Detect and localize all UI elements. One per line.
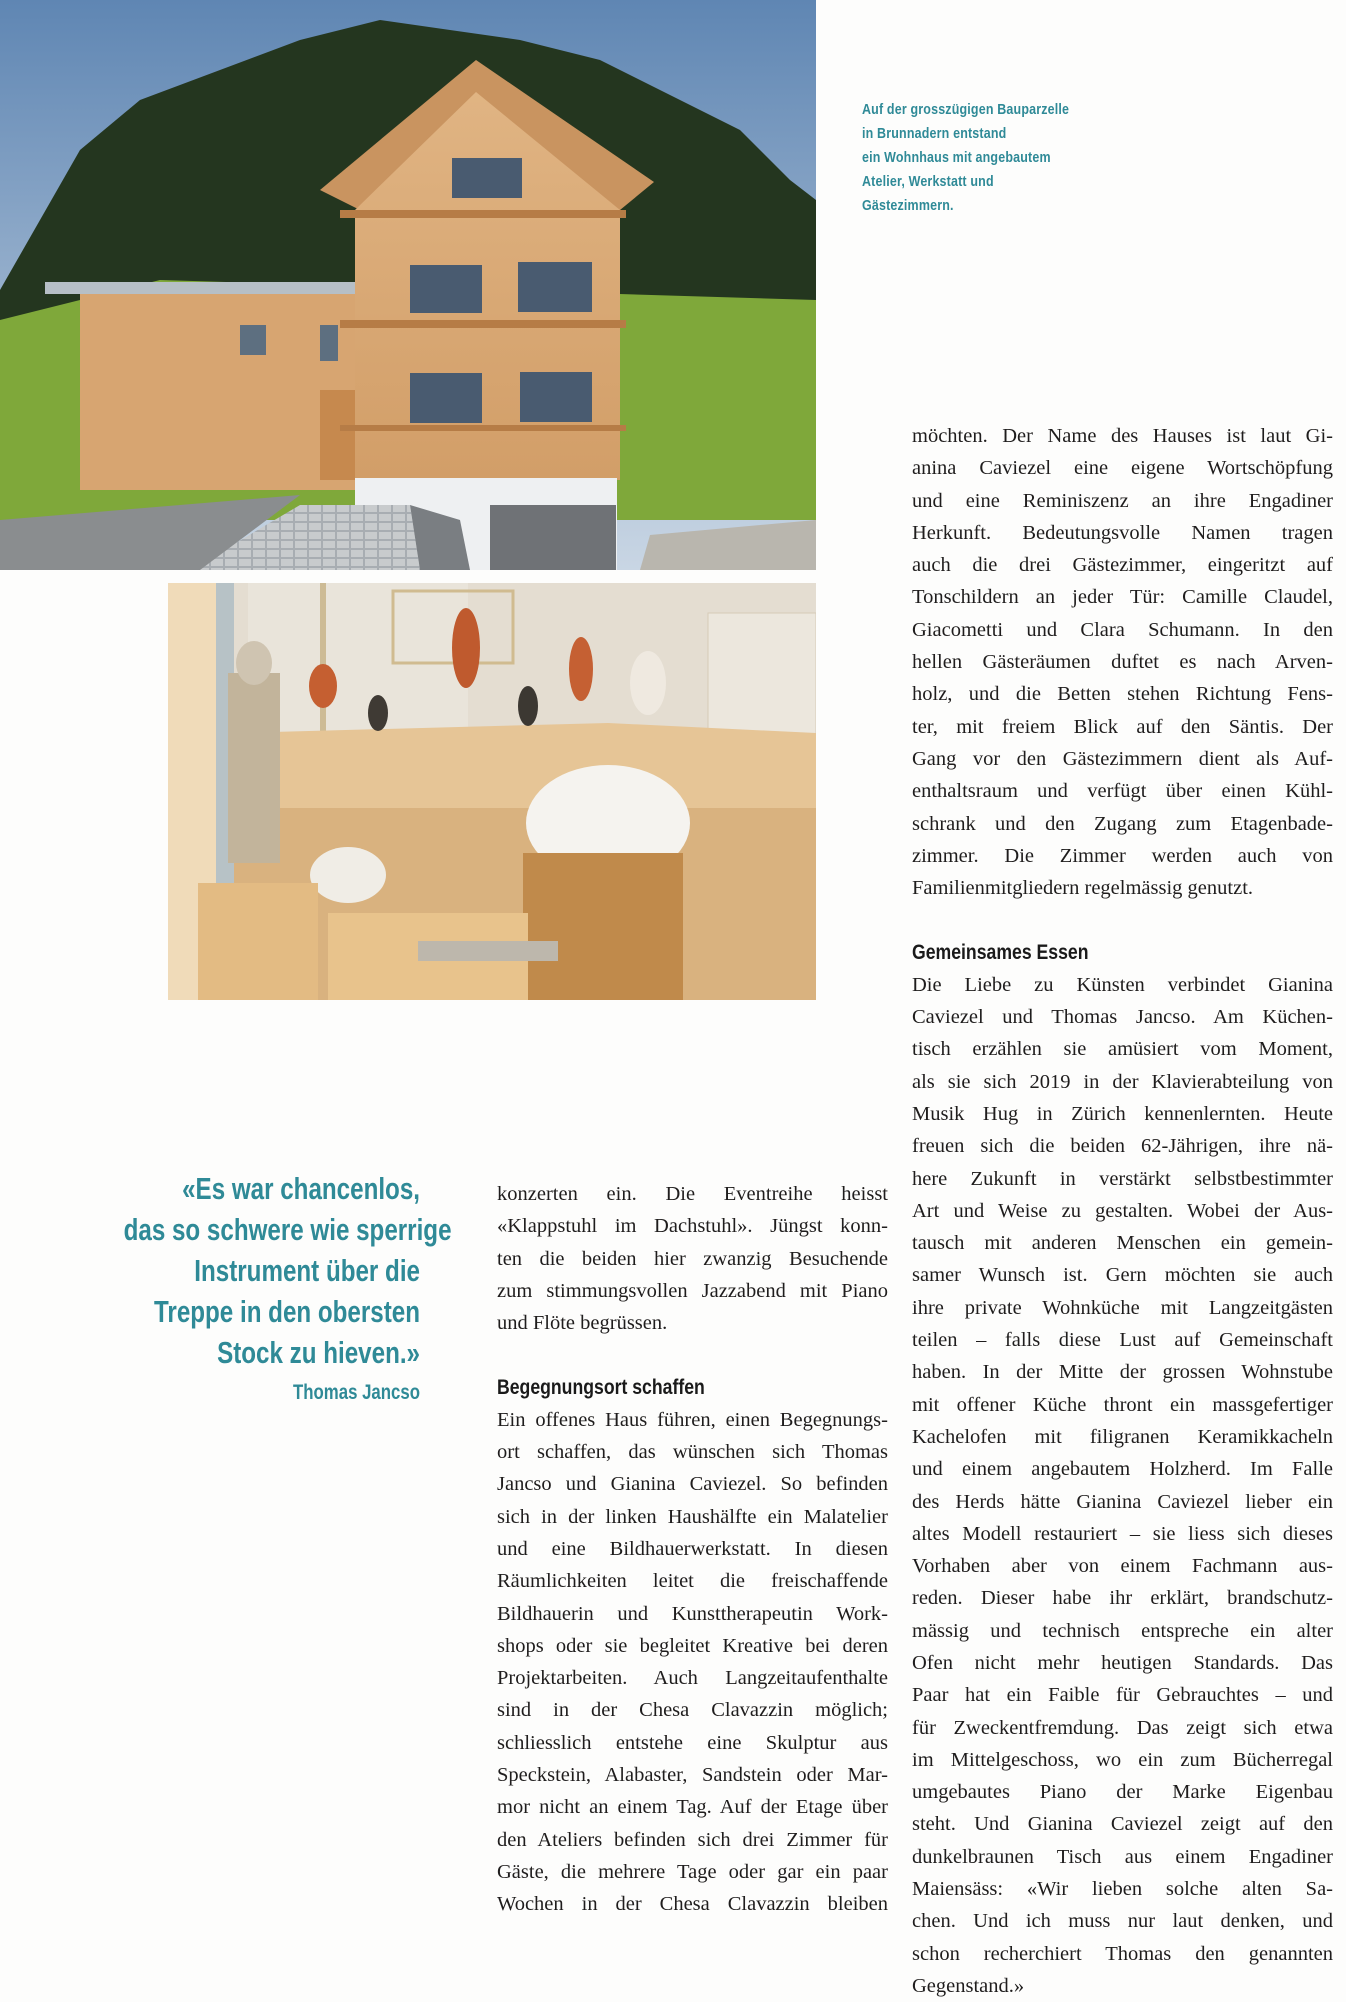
- text-line: Familienmitgliedern regelmässig genutzt.: [912, 877, 1254, 900]
- text-line: dunkelbraunen Tisch aus einem Engadiner: [912, 1845, 1333, 1868]
- paragraph-gap: [912, 904, 1333, 936]
- text-line: freuen sich die beiden 62-Jährigen, ihre nä-: [912, 1135, 1333, 1158]
- text-line: Die Liebe zu Künsten verbindet Gianina: [912, 973, 1333, 996]
- quote-author: Thomas Jancso: [293, 1381, 420, 1404]
- text-line: den Ateliers befinden sich drei Zimmer für: [497, 1828, 888, 1851]
- text-line: shops oder sie begleitet Kreative bei deren: [497, 1634, 888, 1657]
- text-line: und Flöte begrüssen.: [497, 1312, 668, 1335]
- text-line: Herkunft. Bedeutungsvolle Namen tragen: [912, 521, 1333, 544]
- section-heading: Begegnungsort schaffen: [497, 1376, 705, 1400]
- text-line: Kachelofen mit filigranen Keramikkacheln: [912, 1425, 1333, 1448]
- text-line: Gäste, die mehrere Tage oder gar ein paar: [497, 1860, 888, 1883]
- text-line: Paar hat ein Faible für Gebrauchtes – und: [912, 1684, 1333, 1707]
- text-line: Speckstein, Alabaster, Sandstein oder Mar-: [497, 1764, 888, 1787]
- paragraph: [912, 420, 1333, 904]
- text-line: mässig und technisch entspreche ein alter: [912, 1619, 1333, 1642]
- text-line: umgebautes Piano der Marke Eigenbau: [912, 1781, 1333, 1804]
- article-column-right: [912, 420, 1333, 2002]
- text-line: samer Wunsch ist. Gern möchten sie auch: [912, 1264, 1333, 1287]
- quote-line: Instrument über die: [194, 1253, 420, 1288]
- text-line: steht. Und Gianina Caviezel zeigt auf den: [912, 1813, 1333, 1836]
- text-line: «Klappstuhl im Dachstuhl». Jüngst konn-: [497, 1215, 888, 1238]
- text-line: auch die drei Gästezimmer, eingeritzt auf: [912, 554, 1333, 577]
- text-line: Gang vor den Gästezimmern dient als Auf-: [912, 747, 1333, 770]
- text-line: anina Caviezel eine eigene Wortschöpfung: [912, 457, 1333, 480]
- text-line: im Mittelgeschoss, wo ein zum Bücherregal: [912, 1748, 1333, 1771]
- text-line: Musik Hug in Zürich kennenlernten. Heute: [912, 1102, 1333, 1125]
- caption-line: in Brunnadern entstand: [862, 126, 1007, 142]
- section-heading: Gemeinsames Essen: [912, 941, 1089, 965]
- caption-line: Gästezimmern.: [862, 198, 954, 214]
- text-line: reden. Dieser habe ihr erklärt, brandschutz-: [912, 1587, 1333, 1610]
- paragraph: [497, 1178, 888, 1339]
- text-line: Caviezel und Thomas Jancso. Am Küchen-: [912, 1006, 1333, 1029]
- caption-line: Auf der grosszügigen Bauparzelle: [862, 102, 1070, 118]
- paragraph-gap: [497, 1339, 888, 1371]
- text-line: zum stimmungsvollen Jazzabend mit Piano: [497, 1279, 888, 1302]
- pull-quote: [40, 1168, 452, 1407]
- text-line: ihre private Wohnküche mit Langzeitgästen: [912, 1296, 1333, 1319]
- text-line: des Herds hätte Gianina Caviezel lieber ein: [912, 1490, 1333, 1513]
- text-line: ten die beiden hier zwanzig Besuchende: [497, 1247, 888, 1270]
- text-line: als sie sich 2019 in der Klavierabteilung von: [912, 1070, 1333, 1093]
- quote-line: Stock zu hieven.»: [217, 1335, 420, 1370]
- house-illustration: [0, 0, 816, 570]
- text-line: holz, und die Betten stehen Richtung Fens-: [912, 683, 1333, 706]
- text-line: Ofen nicht mehr heutigen Standards. Das: [912, 1651, 1333, 1674]
- text-line: zimmer. Die Zimmer werden auch von: [912, 844, 1333, 867]
- photo-caption: [862, 98, 1120, 218]
- text-line: tausch mit anderen Menschen ein gemein-: [912, 1232, 1333, 1255]
- text-line: Projektarbeiten. Auch Langzeitaufenthalte: [497, 1667, 888, 1690]
- quote-line: Treppe in den obersten: [153, 1294, 420, 1329]
- text-line: schon recherchiert Thomas den genannten: [912, 1942, 1333, 1965]
- text-line: und einem angebautem Holzherd. Im Falle: [912, 1458, 1333, 1481]
- text-line: schrank und den Zugang zum Etagenbade-: [912, 812, 1333, 835]
- quote-line: «Es war chancenlos,: [182, 1171, 420, 1206]
- text-line: altes Modell restauriert – sie liess sich dieses: [912, 1522, 1333, 1545]
- text-line: here Zukunft in verstärkt selbstbestimmter: [912, 1167, 1333, 1190]
- caption-line: ein Wohnhaus mit angebautem: [862, 150, 1051, 166]
- text-line: tisch erzählen sie amüsiert vom Moment,: [912, 1038, 1333, 1061]
- text-line: und eine Bildhauerwerkstatt. In diesen: [497, 1537, 888, 1560]
- quote-line: das so schwere wie sperrige: [123, 1212, 452, 1247]
- caption-line: Atelier, Werkstatt und: [862, 174, 994, 190]
- text-line: hellen Gästeräumen duftet es nach Arven-: [912, 651, 1333, 674]
- text-line: Ein offenes Haus führen, einen Begegnungs-: [497, 1408, 888, 1431]
- text-line: Bildhauerin und Kunsttherapeutin Work-: [497, 1602, 888, 1625]
- text-line: mor nicht an einem Tag. Auf der Etage über: [497, 1796, 888, 1819]
- text-line: und eine Reminiszenz an ihre Engadiner: [912, 489, 1333, 512]
- atelier-illustration: [168, 583, 816, 1000]
- text-line: haben. In der Mitte der grossen Wohnstube: [912, 1361, 1333, 1384]
- text-line: Vorhaben aber von einem Fachmann aus-: [912, 1555, 1333, 1578]
- text-line: sich in der linken Haushälfte ein Malatelier: [497, 1505, 888, 1528]
- text-line: mit offener Küche thront ein massgefertiger: [912, 1393, 1333, 1416]
- text-line: sind in der Chesa Clavazzin möglich;: [497, 1699, 888, 1722]
- text-line: schliesslich entstehe eine Skulptur aus: [497, 1731, 888, 1754]
- text-line: möchten. Der Name des Hauses ist laut Gi-: [912, 425, 1333, 447]
- text-line: enthaltsraum und verfügt über einen Kühl-: [912, 780, 1333, 803]
- text-line: Räumlichkeiten leitet die freischaffende: [497, 1570, 888, 1593]
- paragraph: [912, 969, 1333, 2002]
- article-column-middle: [497, 1178, 888, 1921]
- text-line: Maiensäss: «Wir lieben solche alten Sa-: [912, 1878, 1333, 1901]
- text-line: Wochen in der Chesa Clavazzin bleiben: [497, 1893, 888, 1916]
- text-line: konzerten ein. Die Eventreihe heisst: [497, 1183, 888, 1205]
- paragraph: [497, 1404, 888, 1921]
- atelier-photo: [168, 583, 816, 1000]
- text-line: Art und Weise zu gestalten. Wobei der Aus-: [912, 1199, 1333, 1222]
- text-line: für Zweckentfremdung. Das zeigt sich etwa: [912, 1716, 1333, 1739]
- text-line: Giacometti und Clara Schumann. In den: [912, 618, 1333, 641]
- text-line: teilen – falls diese Lust auf Gemeinschaft: [912, 1329, 1333, 1352]
- text-line: Tonschildern an jeder Tür: Camille Claudel,: [912, 586, 1333, 609]
- text-line: ter, mit freiem Blick auf den Säntis. Der: [912, 715, 1333, 738]
- text-line: chen. Und ich muss nur laut denken, und: [912, 1910, 1333, 1933]
- text-line: Jancso und Gianina Caviezel. So befinden: [497, 1473, 888, 1496]
- text-line: ort schaffen, das wünschen sich Thomas: [497, 1441, 888, 1464]
- text-line: Gegenstand.»: [912, 1974, 1025, 1997]
- house-photo: [0, 0, 816, 570]
